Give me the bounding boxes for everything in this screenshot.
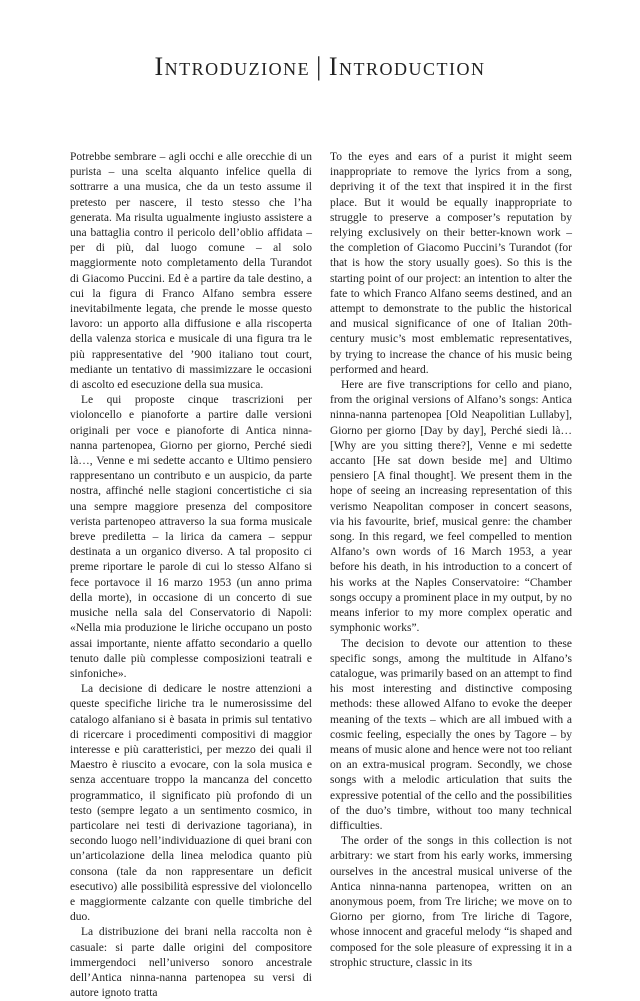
italian-paragraph: Potrebbe sembrare – agli occhi e alle orecchie di un purista – una scelta alquanto infelice quella di sottrarre a una musica, che da un testo assume il pretesto per nascere, il testo stesso che l’ha generata. Ma risulta ugualmente ingiusto assistere a una battaglia contro il pericolo dell’oblio affidata – per di più, dal luogo comune – al solo maggiormente noto completamento della Turandot di Giacomo Puccini. Ed è a partire da tale destino, a cui la figura di Franco Alfano sembra essere inevitabilmente legata, che prende le mosse questo lavoro: un apporto alla diffusione e alla riscoperta della valenza storica e musicale di una figura tra le più rappresentative del ’900 italiano tout court, mediante un tentativo di massimizzare le occasioni di ascolto ed esecuzione della sua musica. xyxy=(70,151,312,392)
italian-paragraph: La decisione di dedicare le nostre attenzioni a queste specifiche liriche tra le numerosissime del catalogo alfaniano si è basata in primis sul tentativo di ricercare i procedimenti compositivi di maggior interesse e più caratteristici, per mezzo dei quali il Maestro è riuscito a evocare, con la sola musica e senza accentuare troppo la mancanza del concetto programmatico, il significato più profondo di un testo (sempre legato a un sentimento cosmico, in particolare nei testi di derivazione tagoriana), in secondo luogo nell’individuazione di quei brani con un’articolazione della linea melodica quanto più consona (tale da non rappresentare un deficit esecutivo) alle possibilità espressive del violoncello e maggiormente calzante con quelle timbriche del duo. xyxy=(70,683,312,924)
title-italian: Introduzione xyxy=(154,52,311,81)
title-separator: | xyxy=(316,52,323,81)
english-paragraph: Here are five transcriptions for cello and piano, from the original versions of Alfano’s songs: Antica ninna-nanna partenopea [Old Neapolitian Lullaby], Giorno per giorno [Day by day], Perché siedi là… [Why are you sitting there?], Venne e mi sedette accanto [He sat down beside me] and Ultimo pensiero [A final thought]. We present them in the hope of seeing an increasing representation of this verismo Neapolitan composer in concert seasons, via his favourite, brief, musical genre: the chamber song. In this regard, we feel compelled to mention Alfano’s own words of 16 March 1953, a year before his death, in his introduction to a concert of his works at the Naples Conservatoire: “Chamber songs occupy a prominent place in my output, by no means inferior to my more complex operatic and symphonic works”. xyxy=(330,379,572,635)
title-english: Introduction xyxy=(328,52,486,81)
italian-text-column xyxy=(70,150,312,1001)
italian-paragraph: Le qui proposte cinque trascrizioni per violoncello e pianoforte a partire dalle versioni originali per voce e pianoforte di Antica ninna-nanna partenopea, Giorno per giorno, Perché siedi là…, Venne e mi sedette accanto e Ultimo pensiero rappresentano un contributo e un auspicio, da parte nostra, affinché nelle stagioni concertistiche ci sia una sempre maggiore presenza del compositore verista partenopeo attraverso la sua forma musicale breve prediletta – la lirica da camera – seppur destinata a un organico diverso. A tal proposito ci preme riportare le parole di cui lo stesso Alfano si fece portavoce il 16 marzo 1953 (un anno prima della morte), in occasione di un concerto di sue musiche nella sala del Conservatorio di Napoli: «Nella mia produzione le liriche occupano un posto assai importante, niente affatto secondario a quello tenuto dalle più complesse composizioni teatrali e sinfoniche». xyxy=(70,394,312,680)
english-paragraph: To the eyes and ears of a purist it might seem inappropriate to remove the lyrics from a song, depriving it of the text that inspired it in the first place. But it would be equally inappropriate to struggle to preserve a composer’s reputation by relying exclusively on their better-known work – the completion of Giacomo Puccini’s Turandot (for that is how the story usually goes). So this is the starting point of our project: an intention to alter the fate to which Franco Alfano seems destined, and an attempt to demonstrate to the public the historical and musical significance of one of Italian 20th-century music’s most emblematic representatives, by trying to increase the chance of his music being performed and heard. xyxy=(330,151,572,376)
italian-paragraph: La distribuzione dei brani nella raccolta non è casuale: si parte dalle origini del compositore immergendoci nell’universo sonoro ancestrale dell’Antica ninna-nanna partenopea su versi di autore ignoto tratta xyxy=(70,926,312,1000)
english-paragraph: The order of the songs in this collection is not arbitrary: we start from his early works, immersing ourselves in the ancestral musical universe of the Antica ninna-nanna partenopea, written on an anonymous poem, from Tre liriche; we move on to Giorno per giorno, from Tre liriche di Tagore, whose innocent and graceful melody “is shaped and composed for the sole pleasure of expressing it in a strophic structure, classic in its xyxy=(330,835,572,969)
english-text-column xyxy=(330,150,572,971)
english-paragraph: The decision to devote our attention to these specific songs, among the multitude in Alfano’s catalogue, was primarily based on an attempt to find his most interesting and distinctive composing methods: these allowed Alfano to evoke the deeper meaning of the texts – which are all imbued with a cosmic feeling, especially the ones by Tagore – by means of music alone and hence were not too reliant on an extra-musical program. Secondly, we chose songs with a melodic articulation that suits the expressive potential of the cello and the possibilities of the duo’s timbre, without too many technical difficulties. xyxy=(330,637,572,832)
page-title xyxy=(0,52,640,82)
